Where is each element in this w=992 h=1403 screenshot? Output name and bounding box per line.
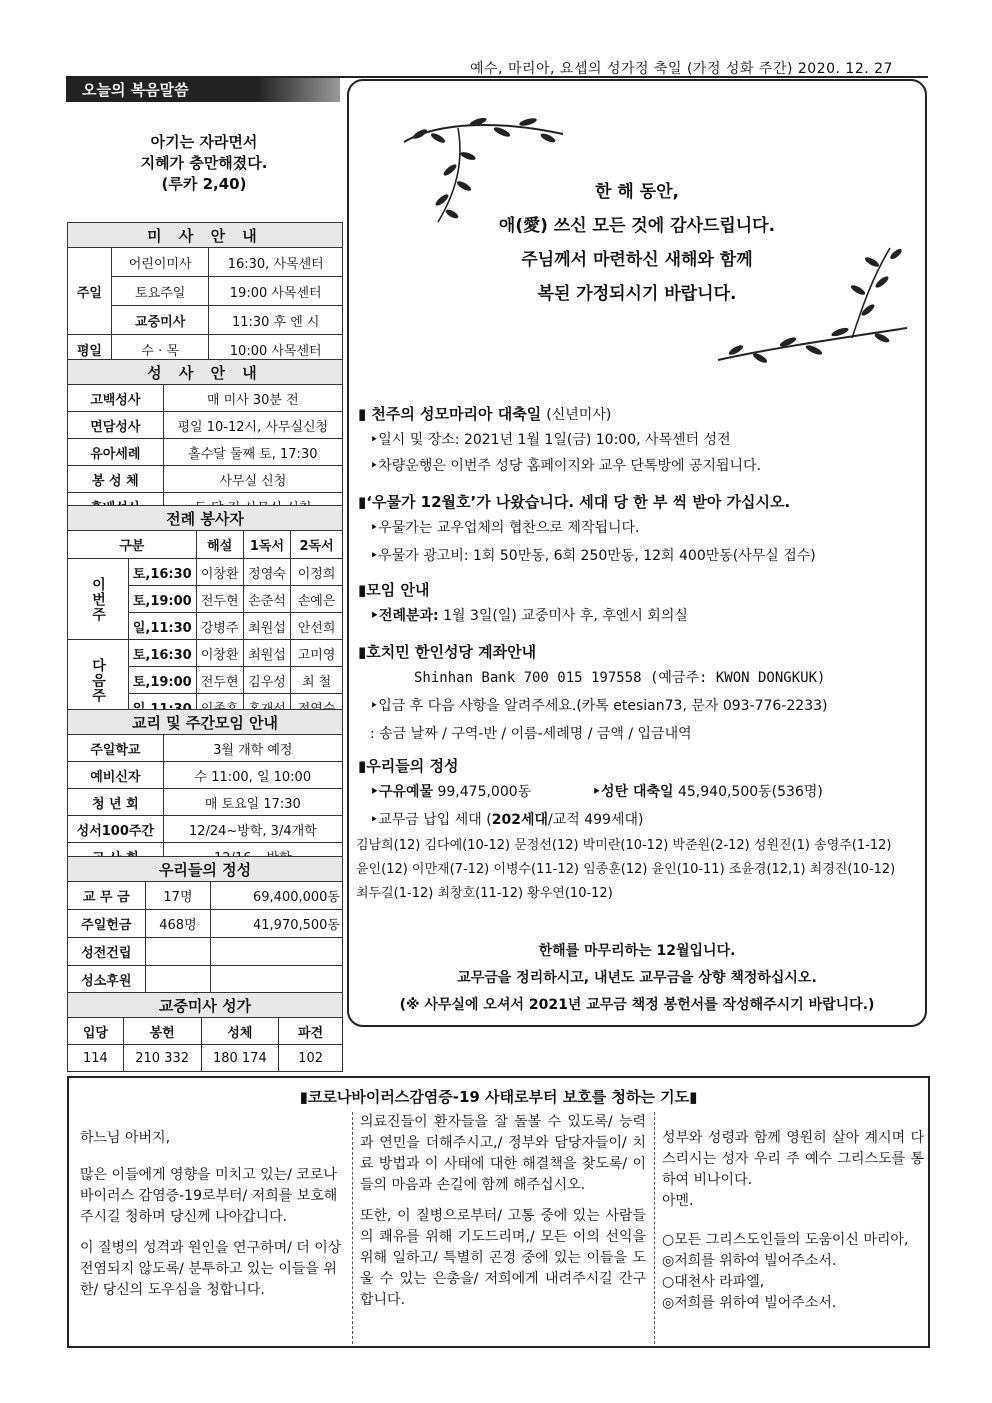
server-name: 전두현	[196, 667, 243, 694]
server-name: 안선희	[291, 613, 343, 640]
hymn-number: 102	[279, 1045, 343, 1072]
mass-time: 19:00 사목센터	[209, 277, 343, 306]
server-name: 정영숙	[243, 559, 290, 586]
litany-line: ○모든 그리스도인들의 도움이신 마리아,	[662, 1232, 909, 1248]
sacrament-info: 매 미사 30분 전	[163, 385, 342, 412]
christmas-offering-value: 45,940,500동(536명)	[673, 784, 823, 800]
prayer-paragraph: 또한, 이 질병으로부터/ 고통 중에 있는 사람들의 쾌유를 위해 기도드리며,/ 모든 이의 선익을 위해 일하고/ 특별히 곤경 중에 있는 이들을 도울 수 있는 은총을/ 저희에게 내려주시길 간구합니다.	[360, 1208, 646, 1308]
mass-time: 16:30, 사목센터	[209, 248, 343, 277]
notice-line: : 송금 날짜 / 구역-반 / 이름-세례명 / 금액 / 입금내역	[370, 726, 692, 742]
meeting-label: ‣전례분과:	[370, 608, 439, 624]
sacrament-title: 성 사 안 내	[68, 360, 343, 385]
server-name: 이창환	[196, 640, 243, 667]
servers-header: 1독서	[243, 531, 290, 559]
notice-line: ‣일시 및 장소: 2021년 1월 1일(금) 10:00, 사목센터 성전	[370, 432, 731, 448]
server-name: 이정희	[291, 559, 343, 586]
litany-line: ◎저희를 위하여 빌어주소서.	[662, 1295, 837, 1311]
prayer-column-3	[662, 1128, 924, 1314]
closing-line: 한해를 마무리하는 12월입니다.	[538, 943, 736, 959]
offering-amount: 69,400,000동	[211, 882, 343, 910]
offering-amount	[211, 938, 343, 966]
notice-bullet-icon: ▮	[358, 757, 367, 775]
server-name: 김우성	[243, 667, 290, 694]
bank-account: Shinhan Bank 700 015 197558 (예금주: KWON DONGKUK)	[414, 670, 826, 686]
server-name: 강병주	[196, 613, 243, 640]
dues-post: /교적 499세대)	[548, 812, 644, 828]
offering-count	[145, 966, 211, 994]
servers-title: 전례 봉사자	[68, 506, 343, 531]
closing-line: 교무금을 정리하시고, 내년도 교무금을 상향 책정하십시오.	[457, 970, 817, 986]
sacrament-name: 유아세례	[68, 439, 164, 466]
offering-name: 성소후원	[68, 966, 146, 994]
prayer-paragraph: 이 질병의 성격과 원인을 연구하며/ 더 이상 전염되지 않도록/ 분투하고 있는 이들을 위한/ 당신의 도우심을 청합니다.	[80, 1240, 342, 1298]
hymn-number: 114	[68, 1045, 124, 1072]
closing-line: (※ 사무실에 오셔서 2021년 교무금 책정 봉헌서를 작성해주시기 바랍니다.)	[399, 997, 875, 1013]
hymn-number: 210 332	[123, 1045, 201, 1072]
sacrament-table	[67, 359, 343, 520]
notice-subtitle: (신년미사)	[546, 407, 612, 423]
offering-count: 468명	[145, 910, 211, 938]
servers-header: 2독서	[291, 531, 343, 559]
greeting-line: 애(愛) 쓰신 모든 것에 감사드립니다.	[498, 216, 776, 236]
hymn-header: 봉헌	[123, 1018, 201, 1045]
hymn-header: 입당	[68, 1018, 124, 1045]
notice-line: ‣입금 후 다음 사항을 알려주세요.(카톡 etesian73, 문자 093-776-2233)	[370, 698, 828, 714]
notice-2	[358, 490, 918, 570]
server-slot: 토,19:00	[129, 586, 197, 613]
hymn-header: 성체	[201, 1018, 279, 1045]
offering-amount: 41,970,500동	[211, 910, 343, 938]
closing-message	[350, 938, 924, 1019]
sacrament-info: 홀수달 둘째 토, 17:30	[163, 439, 342, 466]
mass-schedule-table	[67, 222, 343, 364]
hymns-table	[67, 992, 343, 1072]
notice-line: ‣차량운행은 이번주 성당 홈페이지와 교우 단톡방에 공지됩니다.	[370, 458, 762, 474]
gospel-verse	[66, 132, 342, 195]
dues-names: 윤인(12) 이만재(7-12) 이병수(11-12) 임종훈(12) 윤인(10-11) 조윤경(12,1) 최경진(10-12)	[356, 862, 896, 877]
mass-name: 교중미사	[111, 306, 209, 335]
issue-date-line: 예수, 마리아, 요셉의 성가정 축일 (가정 성화 주간) 2020. 12. 27	[470, 61, 893, 77]
this-week-label: 이번주	[68, 559, 129, 640]
meeting-info: 매 토요일 17:30	[163, 789, 342, 816]
server-name: 고미영	[291, 640, 343, 667]
offering-count	[145, 938, 211, 966]
crib-offering-value: 99,475,000동	[433, 784, 532, 800]
servers-header: 구분	[68, 531, 197, 559]
column-divider	[352, 1112, 353, 1344]
next-week-label: 다음주	[68, 640, 129, 721]
prayer-paragraph: 하느님 아버지,	[80, 1130, 171, 1146]
doctrine-table	[67, 709, 343, 870]
server-slot: 토,16:30	[129, 559, 197, 586]
server-name: 손예은	[291, 586, 343, 613]
prayer-amen: 아멘.	[662, 1193, 694, 1209]
server-name: 최원섭	[243, 640, 290, 667]
dues-names: 김남희(12) 김다예(10-12) 문정선(12) 박미란(10-12) 박준원(2-12) 성원진(1) 송영주(1-12)	[356, 838, 892, 853]
server-name: 이창환	[196, 559, 243, 586]
prayer-column-2	[360, 1112, 646, 1321]
weekday-label: 평일	[68, 335, 112, 364]
server-slot: 토,19:00	[129, 667, 197, 694]
mass-name: 어린이미사	[111, 248, 209, 277]
notice-title: 모임 안내	[366, 581, 430, 599]
notice-bullet-icon: ▮	[358, 493, 367, 511]
notice-title: 호치민 한인성당 계좌안내	[366, 643, 537, 661]
greeting-line: 복된 가정되시기 바랍니다.	[537, 284, 737, 304]
servers-table	[67, 505, 343, 721]
notice-title: ‘우물가 12월호’가 나왔습니다. 세대 당 한 부 씩 받아 가십시오.	[366, 493, 791, 511]
mass-time: 11:30 후 엔 시	[209, 306, 343, 335]
offering-amount	[211, 966, 343, 994]
notice-title: 천주의 성모마리아 대축일	[371, 405, 542, 423]
doctrine-title: 교리 및 주간모임 안내	[68, 710, 343, 735]
offering-name: 주일헌금	[68, 910, 146, 938]
gospel-line: 아기는 자라면서	[150, 133, 258, 151]
offering-name: 교 무 금	[68, 882, 146, 910]
meeting-name: 성서100주간	[68, 816, 164, 843]
column-divider	[654, 1112, 655, 1344]
notice-line: ‣우물가 광고비: 1회 50만동, 6회 250만동, 12회 400만동(사무실 접수)	[370, 548, 816, 564]
meeting-name: 예비신자	[68, 762, 164, 789]
litany-line: ○대천사 라파엘,	[662, 1274, 765, 1290]
mass-title: 미 사 안 내	[68, 223, 343, 248]
servers-header: 해설	[196, 531, 243, 559]
server-name: 최 철	[291, 667, 343, 694]
greeting-line: 주님께서 마련하신 새해와 함께	[521, 250, 753, 270]
crib-offering-label: ‣구유예물	[370, 784, 434, 800]
gospel-label: 오늘의 복음말씀	[66, 78, 340, 102]
hymns-title: 교중미사 성가	[68, 993, 343, 1018]
notice-bullet-icon: ▮	[358, 643, 367, 661]
meeting-name: 주일학교	[68, 735, 164, 762]
offering-table	[67, 856, 343, 994]
server-name: 손준석	[243, 586, 290, 613]
notice-1	[358, 402, 918, 479]
sacrament-name: 봉 성 체	[68, 466, 164, 493]
sacrament-name: 면담성사	[68, 412, 164, 439]
server-slot: 토,16:30	[129, 640, 197, 667]
dues-pre: ‣교무금 납입 세대 (	[370, 812, 492, 828]
notice-4	[358, 640, 918, 748]
notice-title: 우리들의 정성	[366, 757, 459, 775]
gospel-line: (루카 2,40)	[161, 175, 247, 193]
litany-line: ◎저희를 위하여 빌어주소서.	[662, 1253, 837, 1269]
sunday-label: 주일	[68, 248, 112, 335]
server-slot: 일,11:30	[129, 613, 197, 640]
meeting-text: 1월 3일(일) 교중미사 후, 후엔시 회의실	[438, 608, 688, 624]
server-name: 최원섭	[243, 613, 290, 640]
mass-name: 토요주일	[111, 277, 209, 306]
prayer-paragraph: 성부와 성령과 함께 영원히 살아 계시며 다스리시는 성자 우리 주 예수 그리스도를 통하여 비나이다.	[662, 1130, 924, 1188]
greeting-line: 한 해 동안,	[595, 182, 679, 202]
offering-count: 17명	[145, 882, 211, 910]
notice-line: ‣우물가는 교우업체의 협찬으로 제작됩니다.	[370, 520, 640, 536]
offering-title: 우리들의 정성	[68, 857, 343, 882]
sacrament-name: 고백성사	[68, 385, 164, 412]
prayer-paragraph: 의료진들이 환자들을 잘 돌볼 수 있도록/ 능력과 연민을 더해주시고,/ 정부와 담당자들이/ 치료 방법과 이 사태에 대한 해결책을 찾도록/ 이들의 마음과 손길에 함께 해주십시오.	[360, 1114, 646, 1193]
sacrament-info: 사무실 신청	[163, 466, 342, 493]
prayer-column-1	[80, 1128, 346, 1311]
meeting-name: 청 년 회	[68, 789, 164, 816]
sacrament-info: 평일 10-12시, 사무실신청	[163, 412, 342, 439]
meeting-info: 수 11:00, 일 10:00	[163, 762, 342, 789]
greeting-message	[350, 175, 924, 311]
prayer-paragraph: 많은 이들에게 영향을 미치고 있는/ 코로나 바이러스 감염증-19로부터/ 저희를 보호해주시길 청하며 당신께 나아갑니다.	[80, 1167, 338, 1225]
mass-time: 10:00 사목센터	[209, 335, 343, 364]
mass-name: 수 · 목	[111, 335, 209, 364]
dues-names: 최두길(1-12) 최창호(11-12) 황우연(10-12)	[356, 886, 613, 901]
notice-5	[358, 754, 924, 906]
notice-bullet-icon: ▮	[358, 581, 367, 599]
christmas-offering-label: ‣성탄 대축일	[592, 784, 674, 800]
hymn-header: 파견	[279, 1018, 343, 1045]
dues-count: 202세대	[491, 812, 549, 828]
offering-name: 성전건립	[68, 938, 146, 966]
hymn-number: 180 174	[201, 1045, 279, 1072]
meeting-info: 12/24~방학, 3/4개학	[163, 816, 342, 843]
gospel-line: 지혜가 충만해졌다.	[140, 154, 268, 172]
server-name: 전두현	[196, 586, 243, 613]
notice-3	[358, 578, 918, 630]
notice-bullet-icon: ▮	[358, 405, 367, 423]
prayer-title: ▮코로나바이러스감염증-19 사태로부터 보호를 청하는 기도▮	[299, 1088, 698, 1106]
meeting-info: 3월 개학 예정	[163, 735, 342, 762]
